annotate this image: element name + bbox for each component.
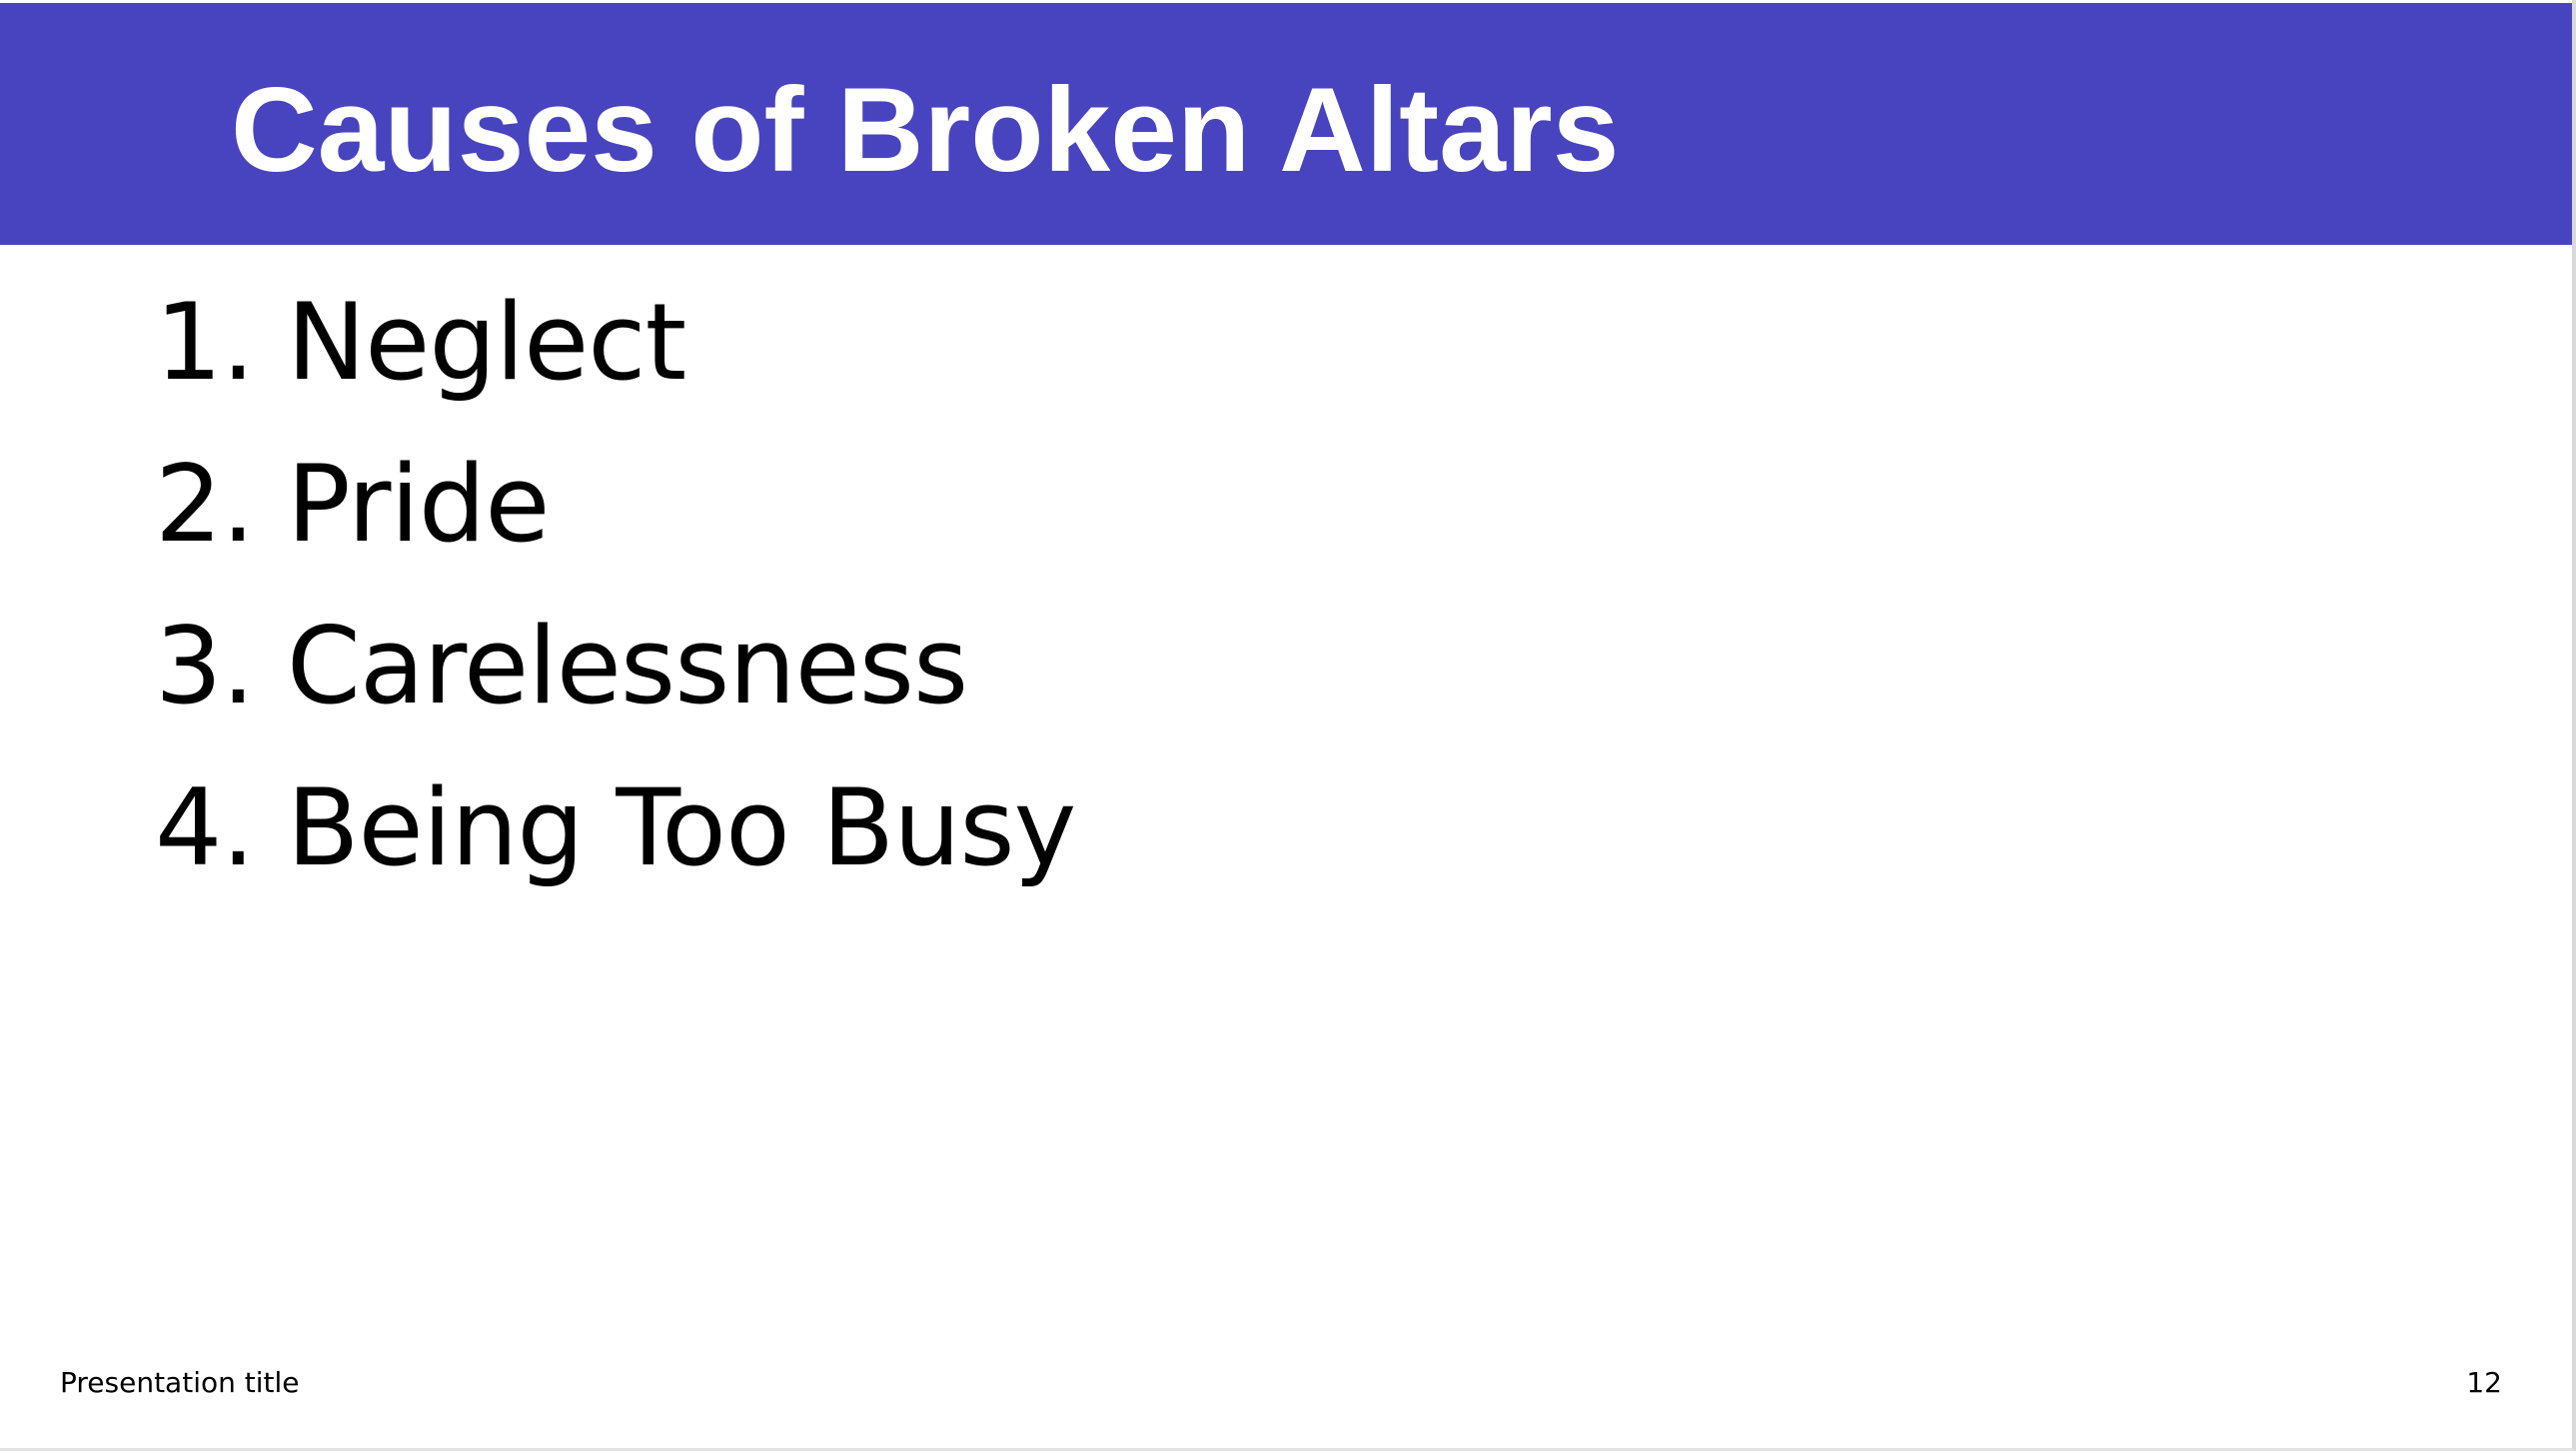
- list-item-pride: 2. Pride: [155, 443, 550, 566]
- title-bar: [0, 0, 2572, 245]
- list-item-neglect: 1. Neglect: [155, 281, 686, 404]
- footer-presentation-title: Presentation title: [60, 1366, 300, 1399]
- slide-title: Causes of Broken Altars: [231, 63, 1620, 197]
- page-number: 12: [2466, 1366, 2502, 1399]
- causes-list: [155, 262, 1075, 909]
- list-item-carelessness: 3. Carelessness: [155, 605, 968, 727]
- list-item-being-too-busy: 4. Being Too Busy: [155, 766, 1076, 889]
